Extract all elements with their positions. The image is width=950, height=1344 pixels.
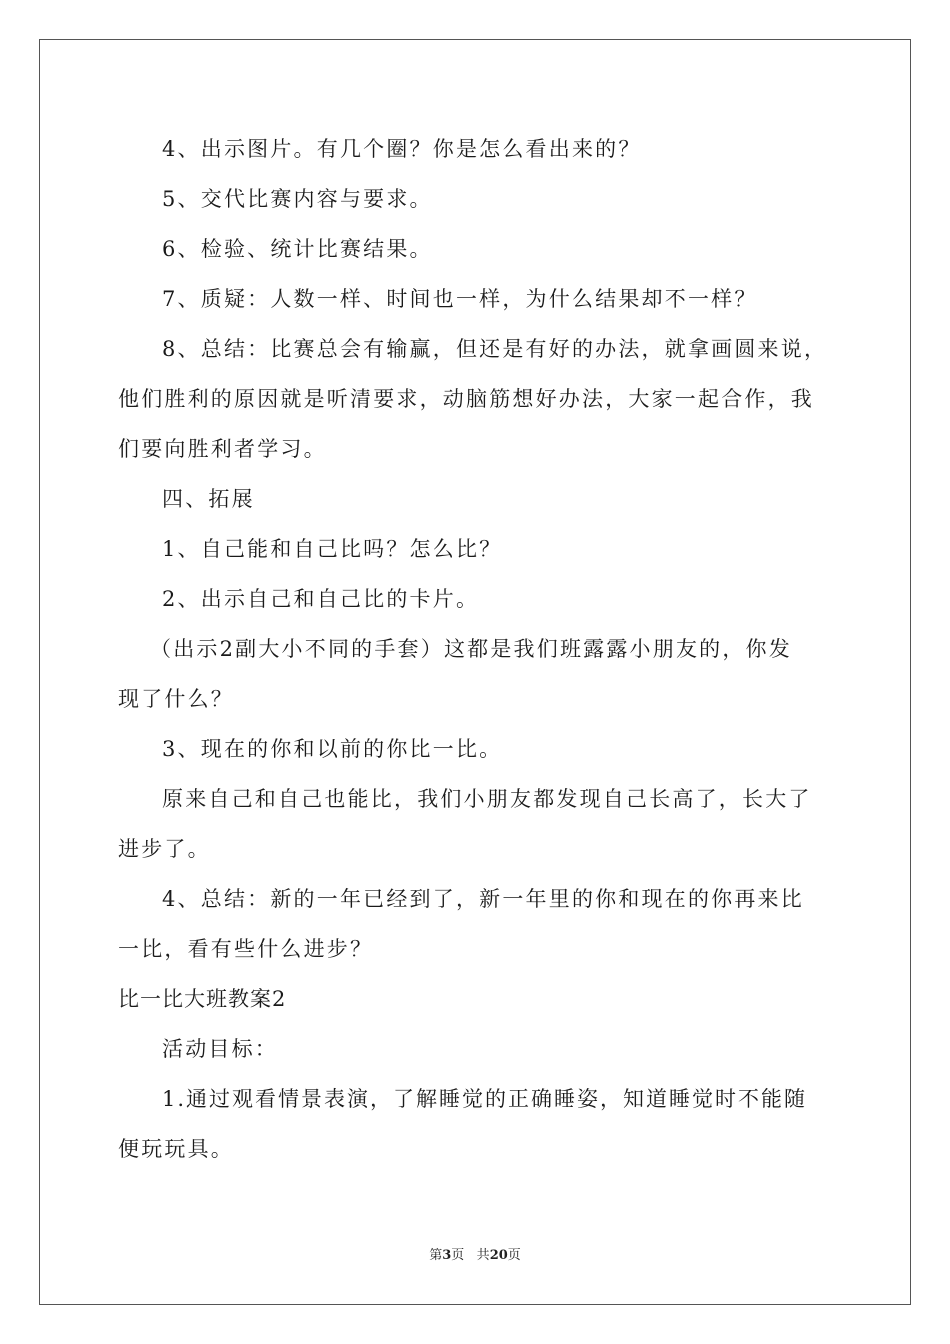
paragraph-line: 5、交代比赛内容与要求。 bbox=[162, 187, 433, 211]
paragraph-line: 1.通过观看情景表演，了解睡觉的正确睡姿，知道睡觉时不能随 bbox=[162, 1087, 808, 1111]
document-title: 比一比大班教案2 bbox=[118, 987, 287, 1011]
paragraph-line: 4、出示图片。有几个圈？你是怎么看出来的？ bbox=[162, 137, 642, 161]
paragraph-line: 3、现在的你和以前的你比一比。 bbox=[162, 737, 503, 761]
paragraph-line: 7、质疑：人数一样、时间也一样，为什么结果却不一样？ bbox=[162, 287, 758, 311]
paragraph-line: （出示2副大小不同的手套）这都是我们班露露小朋友的，你发 bbox=[150, 637, 792, 661]
paragraph-line: 4、总结：新的一年已经到了，新一年里的你和现在的你再来比 bbox=[162, 887, 804, 911]
paragraph-line: 现了什么？ bbox=[118, 687, 234, 711]
paragraph-line: 1、自己能和自己比吗？怎么比？ bbox=[162, 537, 503, 561]
footer-page-prefix: 第 bbox=[429, 1248, 443, 1263]
section-heading: 四、拓展 bbox=[162, 487, 255, 511]
paragraph-line: 8、总结：比赛总会有输赢，但还是有好的办法，就拿画圆来说， bbox=[162, 337, 828, 361]
page-footer bbox=[0, 1248, 950, 1264]
paragraph-line: 2、出示自己和自己比的卡片。 bbox=[162, 587, 480, 611]
footer-total-prefix: 共 bbox=[476, 1248, 490, 1263]
footer-total-pages: 20 bbox=[489, 1248, 508, 1263]
paragraph-line: 6、检验、统计比赛结果。 bbox=[162, 237, 433, 261]
footer-page-number: 3 bbox=[442, 1248, 452, 1263]
paragraph-line: 便玩玩具。 bbox=[118, 1137, 234, 1161]
paragraph-line: 他们胜利的原因就是听清要求，动脑筋想好办法，大家一起合作，我 bbox=[118, 387, 814, 411]
page-border bbox=[39, 39, 911, 1305]
paragraph-line: 们要向胜利者学习。 bbox=[118, 437, 327, 461]
paragraph-line: 一比，看有些什么进步？ bbox=[118, 937, 374, 961]
paragraph-line: 原来自己和自己也能比，我们小朋友都发现自己长高了，长大了 bbox=[162, 787, 812, 811]
paragraph-line: 进步了。 bbox=[118, 837, 211, 861]
footer-page-suffix: 页 bbox=[451, 1248, 465, 1263]
footer-total-suffix: 页 bbox=[507, 1248, 521, 1263]
paragraph-line: 活动目标： bbox=[162, 1037, 278, 1061]
